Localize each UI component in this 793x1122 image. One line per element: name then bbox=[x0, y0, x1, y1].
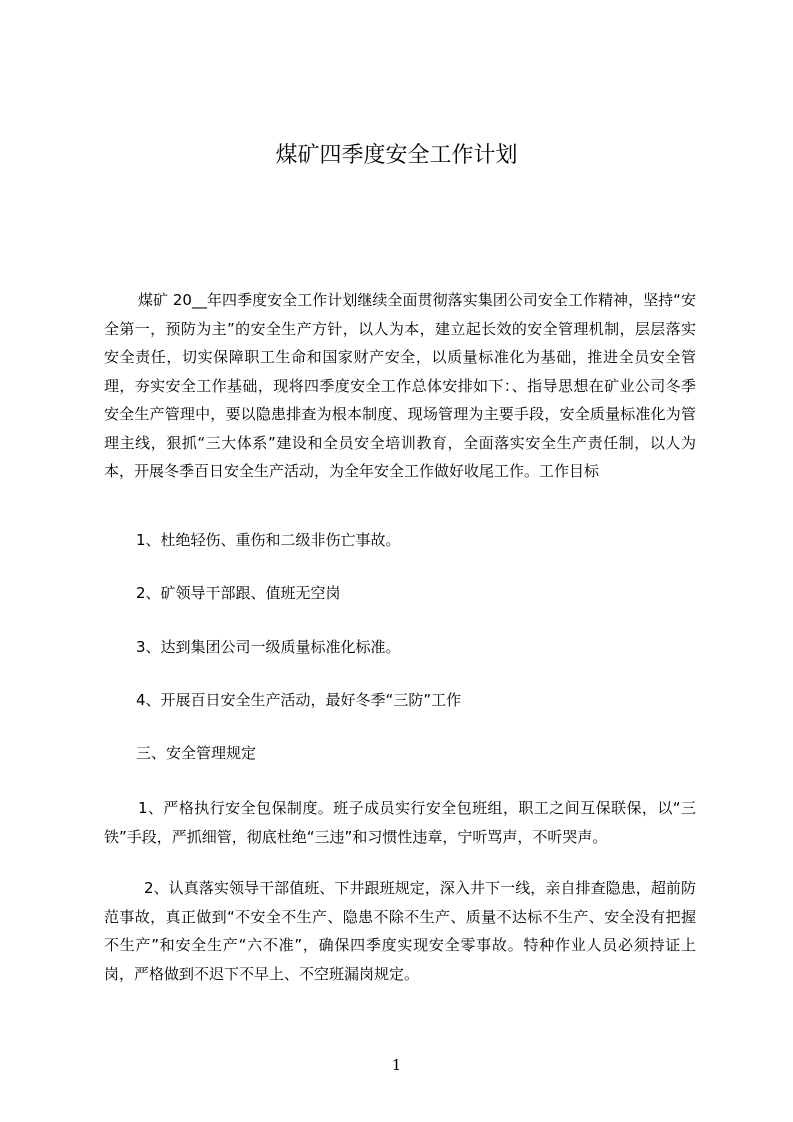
rule-paragraph-1: 1、严格执行安全包保制度。班子成员实行安全包班组，职工之间互保联保，以“三铁”手段，严抓细管，彻底杜绝“三违”和习惯性违章，宁听骂声，不听哭声。 bbox=[104, 799, 696, 846]
goal-item-3: 3、达到集团公司一级质量标准化标准。 bbox=[136, 638, 401, 656]
goal-item-2: 2、矿领导干部跟、值班无空岗 bbox=[136, 584, 341, 602]
goal-item-4: 4、开展百日安全生产活动，最好冬季“三防”工作 bbox=[136, 691, 462, 709]
intro-paragraph: 煤矿 20__年四季度安全工作计划继续全面贯彻落实集团公司安全工作精神，坚持“安全第一，预防为主”的安全生产方针，以人为本，建立起长效的安全管理机制，层层落实安全责任，切实保障职工生命和国家财产安全，以质量标准化为基础，推进全员安全管理，夯实安全工作基础，现将四季度安全工作总体安排如下：、指导思想在矿业公司冬季安全生产管理中，要以隐患排查为根本制度、现场管理为主要手段，安全质量标准化为管理主线，狠抓“三大体系”建设和全员安全培训教育，全面落实安全生产责任制，以人为本，开展冬季百日安全生产活动，为全年安全工作做好收尾工作。工作目标 bbox=[104, 291, 696, 480]
section-heading: 三、安全管理规定 bbox=[136, 744, 257, 762]
rule-paragraph-2: 2、认真落实领导干部值班、下井跟班规定，深入井下一线，亲自排查隐患，超前防范事故，真正做到“不安全不生产、隐患不除不生产、质量不达标不生产、安全没有把握不生产”和安全生产“六不准”，确保四季度实现安全零事故。特种作业人员必须持证上岗，严格做到不迟下不早上、不空班漏岗规定。 bbox=[104, 879, 696, 983]
document-title: 煤矿四季度安全工作计划 bbox=[275, 143, 518, 168]
page-number: 1 bbox=[391, 1056, 402, 1074]
goal-item-1: 1、杜绝轻伤、重伤和二级非伤亡事故。 bbox=[136, 531, 401, 549]
